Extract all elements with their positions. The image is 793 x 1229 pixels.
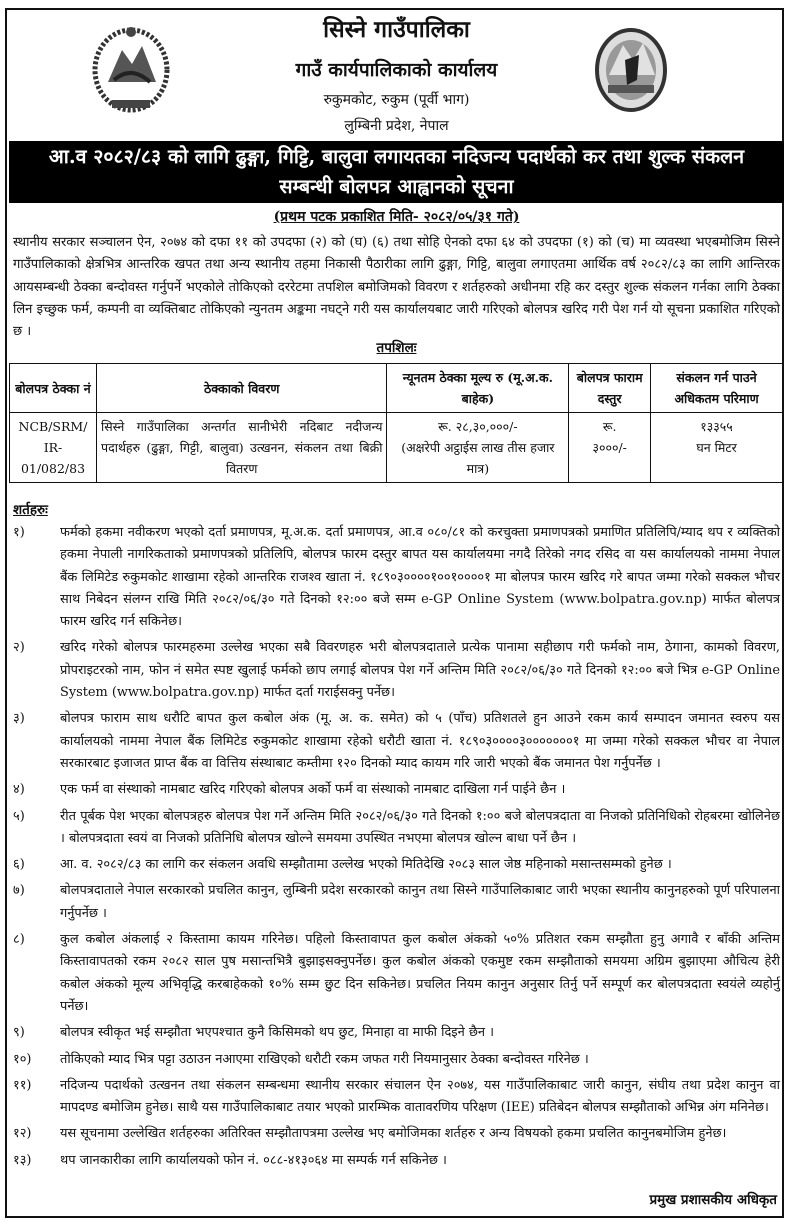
address: रुकुमकोट, रुकुम (पूर्वी भाग) bbox=[323, 92, 470, 108]
term-text: रीत पूर्बक पेश भएका बोलपत्रहरु बोलपत्र पेश गर्ने अन्तिम मिति २०८२/०६/३० गते दिनको १:०० बजे बोलपत्रदाता वा निजको प्रतिनिधिको रोहबरमा खोलिनेछ । बोलपत्रदाता स्वयं वा निजको प्रतिनिधि बोलपत्र खोल्ने समयमा उपस्थित नभएमा बोलपत्र खोल्न बाधा पर्ने छैन । bbox=[60, 808, 780, 846]
header-max-quantity: संकलन गर्न पाउने अधिकतम परिमाण bbox=[651, 364, 783, 413]
term-text: कुल कबोल अंकलाई २ किस्तामा कायम गरिनेछ। पहिलो किस्तावापत कुल कबोल अंकको ५०% प्रतिशत रकम सम्झौता हुनु अगावै र बाँकी अन्तिम किस्तावापतको रकम २०८२ साल पुष मसान्तभित्रै बुझाइसक्नुपर्नेछ। कुल कबोल अंकको एकमुष्ट रकम सम्झौताको समयमा अग्रिम बुझाएमा औचित्य हेरी कबोल अंकको मूल्य अभिवृद्धि करबाहेकको १०% सम्म छुट दिन सकिनेछ। प्रचलित नियम कानुन अनुसार तिर्नु पर्ने सम्पूर्ण कर बोलपत्रदाता स्वयंले व्यहोर्नु पर्नेछ। bbox=[60, 932, 780, 1014]
signatory-title: प्रमुख प्रशासकीय अधिकृत bbox=[649, 1192, 777, 1208]
term-text: बोलपत्र फाराम साथ धरौटि बापत कुल कबोल अंक (मू. अ. क. समेत) को ५ (पाँच) प्रतिशतले हुन आउने रकम कार्य सम्पादन जमानत स्वरुप यस कार्यालयको नाममा नेपाल बैंक लिमिटेड रुकुमकोट शाखामा रहेको धरौटी खाता नं. १८९०३००००३०००००००१ मा जम्मा गरेको सक्कल भौचर वा नेपाल सरकारबाट इजाजत प्राप्त बैंक वा वित्तिय संस्थाबाट कम्तीमा १२० दिनको म्याद कायम गरि जारी भएको बैंक जमानत पेश गर्नुपर्नेछ । bbox=[60, 711, 780, 771]
term-number: ८) bbox=[13, 932, 25, 948]
term-text: यस सूचनामा उल्लेखित शर्तहरुका अतिरिक्त सम्झौतापत्रमा उल्लेख भए बमोजिमका शर्तहरु र अन्य विषयको हकमा प्रचलित कानुनबमोजिम हुनेछ। bbox=[60, 1126, 727, 1142]
quantity-unit: घन मिटर bbox=[696, 440, 737, 455]
contract-no: NCB/SRM/ IR- 01/082/83 bbox=[10, 413, 97, 483]
term-text: खरिद गरेको बोलपत्र फारमहरुमा उल्लेख भएका सबै विवरणहरु भरी बोलपत्रदाताले प्रत्येक पानामा सहीछाप गरी फर्मको नाम, ठेगाना, कामको विवरण, प्रोपराइटरको नाम, फोन नं समेत स्पष्ट खुलाई फर्मको छाप लगाई बोलपत्र पेश गर्ने अन्तिम मिति २०८२/०६/३० गते दिनको १२:०० बजे भित्र e-GP Online System (www.bolpatra.gov.np) मार्फत दर्ता गराईसक्नु पर्नेछ। bbox=[60, 640, 780, 701]
form-fee-cell bbox=[569, 413, 651, 483]
contract-description: सिस्ने गाउँपालिका अन्तर्गत सानीभेरी नदिबाट नदीजन्य पदार्थहरु (ढुङ्गा, गिट्टी, बालुवा) उत्खनन, संकलन तथा बिक्री वितरण bbox=[96, 413, 387, 483]
term-item bbox=[13, 880, 780, 925]
term-number: १०) bbox=[13, 1051, 32, 1067]
contract-table bbox=[9, 363, 783, 483]
term-text: थप जानकारीका लागि कार्यालयको फोन नं. ०८८-४१३०६४ मा सम्पर्क गर्न सकिनेछ । bbox=[60, 1152, 447, 1168]
term-item bbox=[13, 1123, 780, 1145]
term-number: ५) bbox=[13, 808, 25, 824]
form-fee-prefix: रू. bbox=[602, 419, 617, 434]
term-item bbox=[13, 854, 780, 876]
term-number: १) bbox=[13, 525, 25, 540]
header-contract-no: बोलपत्र ठेक्का नं bbox=[10, 364, 97, 413]
term-item bbox=[13, 1150, 780, 1172]
term-item bbox=[13, 522, 780, 633]
max-quantity: १३३५५ bbox=[700, 419, 733, 434]
min-price: रू. २८,३०,०००/- bbox=[438, 419, 518, 434]
term-number: २) bbox=[13, 640, 25, 656]
term-item bbox=[13, 1075, 780, 1120]
schedule-heading: तपशिलः bbox=[376, 340, 417, 356]
term-number: ४) bbox=[13, 782, 25, 798]
office-name: गाउँ कार्यपालिकाको कार्यालय bbox=[295, 59, 498, 81]
term-number: १२) bbox=[13, 1126, 32, 1142]
term-number: ३) bbox=[13, 711, 25, 727]
term-item bbox=[13, 929, 780, 1018]
term-item bbox=[13, 1049, 780, 1071]
term-number: ११) bbox=[13, 1077, 32, 1093]
term-item bbox=[13, 1022, 780, 1044]
max-quantity-cell bbox=[651, 413, 783, 483]
province: लुम्बिनी प्रदेश, नेपाल bbox=[344, 118, 449, 134]
term-item bbox=[13, 708, 780, 775]
term-text: नदिजन्य पदार्थको उत्खनन तथा संकलन सम्बन्धमा स्थानीय सरकार संचालन ऐन २०७४, यस गाउँपालिकाबाट जारी कानुन, संघीय तथा प्रदेश कानुन वा मापदण्ड बमोजिम हुनेछ। साथै यस गाउँपालिकाबाट तयार भएको प्रारम्भिक वातावरणिय परिक्षण (IEE) प्रतिबेदन बोलपत्र सम्झौताको अभिन्न अंग मनिनेछ। bbox=[60, 1077, 780, 1116]
min-price-words: (अक्षरेपी अट्ठाईस लाख तीस हजार मात्र) bbox=[401, 440, 555, 476]
intro-paragraph: स्थानीय सरकार सञ्चालन ऐन, २०७४ को दफा ११ को उपदफा (२) को (घ) (६) तथा सोहि ऐनको दफा ६४ को उपदफा (१) को (च) मा व्यवस्था भएबमोजिम सिस्ने गाउँपालिकाको क्षेत्रभित्र आन्तरिक खपत तथा अन्य स्थानीय तहमा निकासी पैठारीका लागि ढुङ्गा, गिट्टि, बालुवा लगाएतमा आर्थिक वर्ष २०८२/८३ का लागि आन्तिरक आयसम्बन्धी ठेक्का बन्दोवस्त गर्नुपर्ने भएकोले तोकिएको दररेटमा तपशिल बमोजिमको विवरण र शर्तहरुको अधीनमा रहि कर दस्तुर शुल्क संकलन गर्नका लागि ठेक्का लिन इच्छुक फर्म, कम्पनी वा व्यक्तिबाट तोकिएको न्युनतम अङ्कमा नघट्ने गरी यस कार्यालयबाट जारी गरिएको बोलपत्र खरिद गरी पेश गर्न यो सूचना प्रकाशित गरिएको छ । bbox=[13, 235, 780, 340]
term-number: ६) bbox=[13, 857, 25, 873]
header-description: ठेक्काको विवरण bbox=[96, 364, 387, 413]
notice-title-line2: सम्बन्धी बोलपत्र आह्वानको सूचना bbox=[279, 175, 514, 198]
term-item bbox=[13, 806, 780, 851]
notice-title-line1: आ.व २०८२/८३ को लागि ढुङ्गा, गिट्टि, बालुवा लगायतका नदिजन्य पदार्थको कर तथा शुल्क संकलन bbox=[48, 145, 745, 168]
term-text: बोलपत्रदाताले नेपाल सरकारको प्रचलित कानुन, लुम्बिनी प्रदेश सरकारको कानुन तथा सिस्ने गाउँपालिकाबाट जारी भएका स्थानीय कानुनहरुको पूर्ण परिपालना गर्नुपर्नेछ । bbox=[60, 883, 780, 921]
term-text: फर्मको हकमा नवीकरण भएको दर्ता प्रमाणपत्र, मू.अ.क. दर्ता प्रमाणपत्र, आ.व ०८०/८१ को करचुक्ता प्रमाणपत्रको प्रमाणित प्रतिलिपि/म्याद थप र व्यक्तिको हकमा नेपाली नागरिकताको प्रमाणपत्रको प्रतिलिपि, बोलपत्र फारम दस्तुर बापत यस कार्यालयमा नगदै तिरेको नगद रसिद वा यस कार्यालयको नाममा नेपाल बैंक लिमिटेड रुकुमकोट शाखामा रहेको आन्तरिक राजश्व खाता नं. १८९०३००००१००१००००१ मा बोलपत्र फारम खरिद गरे बापत जम्मा गरेको सक्कल भौचर साथ निबेदन संलग्न राखि मिति २०८२/०६/३० गते दिनको १२:०० बजे सम्म e-GP Online System (www.bolpatra.gov.np) मार्फत बोलपत्र फारम खरिद गर्न सकिनेछ। bbox=[60, 525, 780, 630]
publish-date: (प्रथम पटक प्रकाशित मिति- २०८२/०५/३१ गते) bbox=[273, 209, 520, 225]
term-text: आ. व. २०८२/८३ का लागि कर संकलन अवधि सम्झौतामा उल्लेख भएको मितिदेखि २०८३ साल जेष्ठ महिनाको मसान्तसम्मको हुनेछ । bbox=[60, 857, 672, 873]
term-item bbox=[13, 637, 780, 704]
terms-list bbox=[13, 522, 780, 1176]
term-number: १३) bbox=[13, 1152, 32, 1168]
municipality-name: सिस्ने गाउँपालिका bbox=[323, 16, 470, 43]
header-min-price: न्यूनतम ठेक्का मूल्य रु (मू.अ.क. बाहेक) bbox=[387, 364, 569, 413]
terms-heading: शर्तहरुः bbox=[13, 502, 48, 518]
term-item bbox=[13, 779, 780, 801]
term-number: ७) bbox=[13, 883, 25, 899]
table-row bbox=[10, 413, 783, 483]
notice-title-banner bbox=[9, 141, 784, 203]
min-price-cell bbox=[387, 413, 569, 483]
header-form-fee: बोलपत्र फाराम दस्तुर bbox=[569, 364, 651, 413]
form-fee: ३०००/- bbox=[592, 440, 627, 455]
term-text: एक फर्म वा संस्थाको नामबाट खरिद गरिएको बोलपत्र अर्को फर्म वा संस्थाको नामबाट दाखिला गर्न पाईने छैन । bbox=[60, 782, 566, 798]
term-text: तोकिएको म्याद भित्र पट्टा उठाउन नआएमा राखिएको धरौटी रकम जफत गरी नियमानुसार ठेक्का बन्दोवस्त गरिनेछ । bbox=[60, 1051, 589, 1067]
table-header-row bbox=[10, 364, 783, 413]
term-number: ९) bbox=[13, 1025, 25, 1041]
term-text: बोलपत्र स्वीकृत भई सम्झौता भएपश्चात कुनै किसिमको थप छुट, मिनाहा वा माफी दिइने छैन । bbox=[60, 1025, 495, 1041]
